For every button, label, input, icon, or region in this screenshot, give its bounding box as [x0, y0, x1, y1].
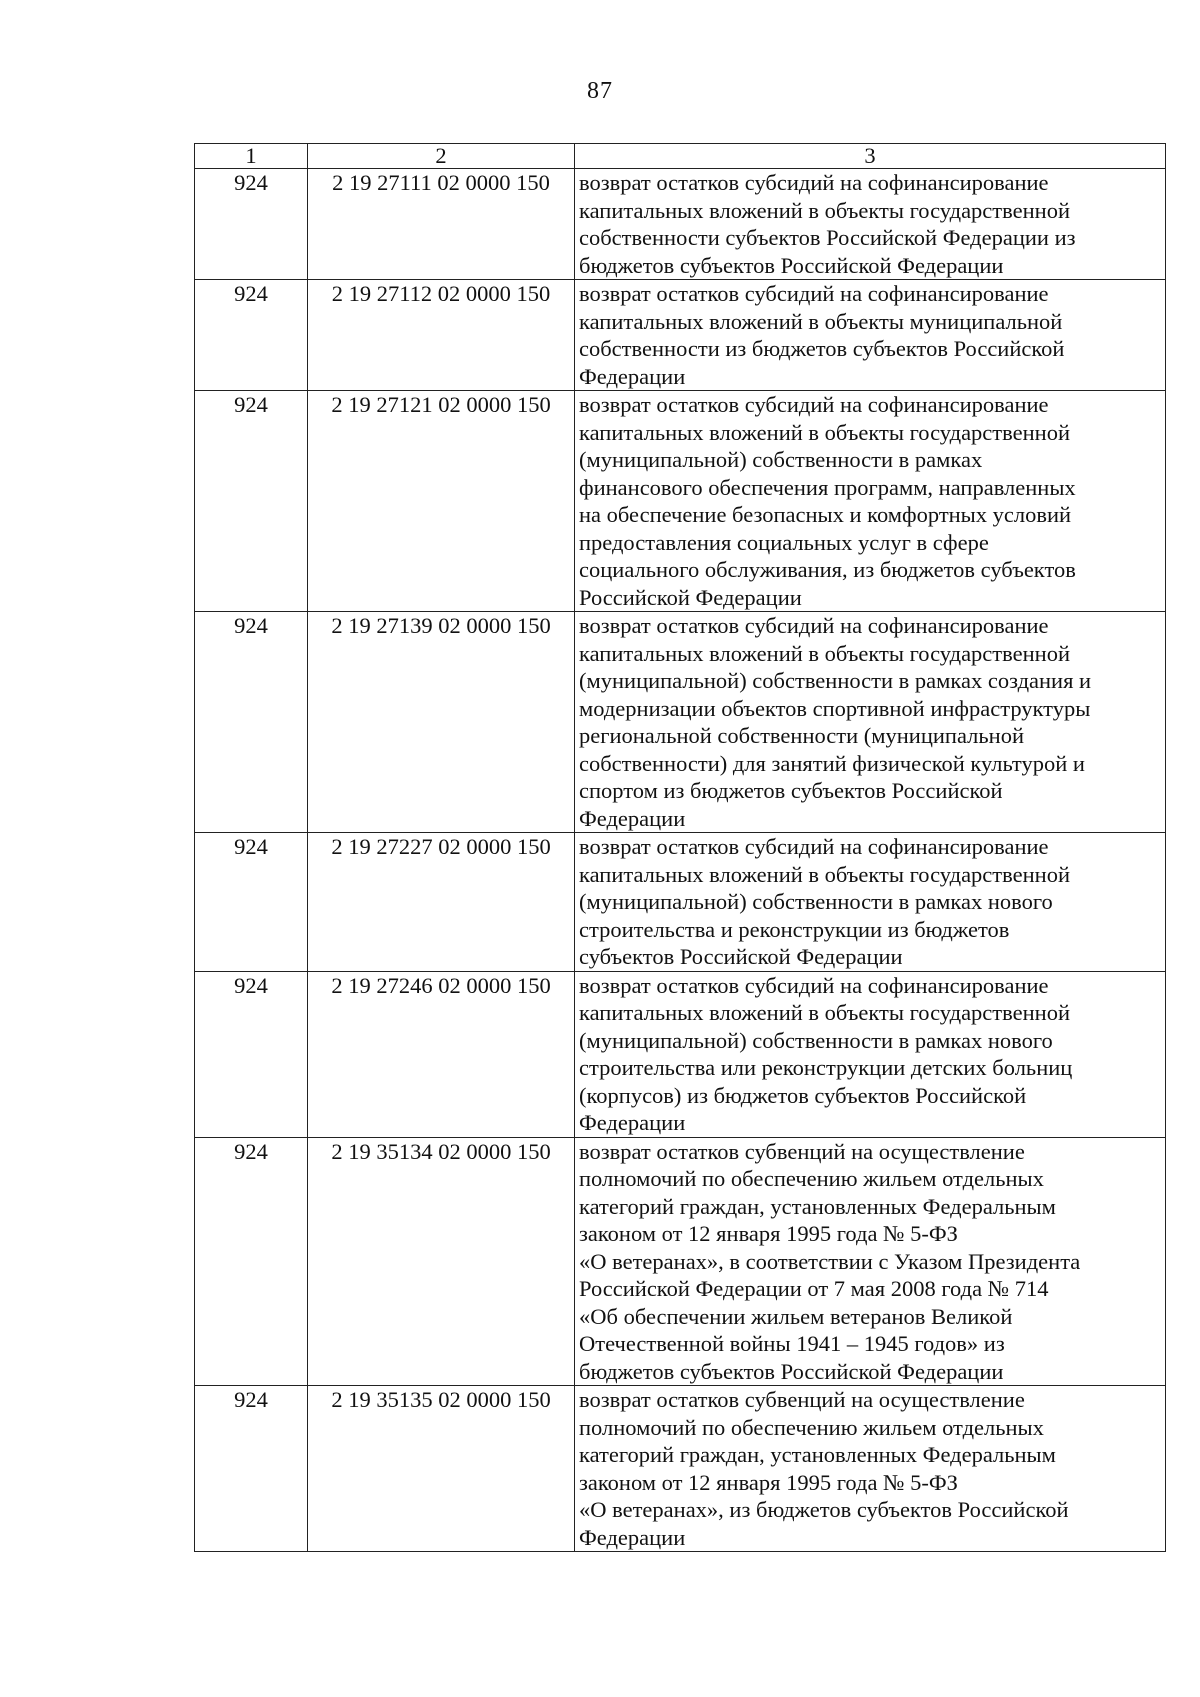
table-row — [195, 169, 1166, 280]
description-line: Федерации — [579, 805, 686, 831]
description-line: законом от 12 января 1995 года № 5-ФЗ — [579, 1469, 958, 1495]
description-line: Федерации — [579, 1110, 686, 1135]
description-line: предоставления социальных услуг в сфере — [579, 529, 989, 555]
table-row — [195, 1137, 1166, 1386]
description-cell — [575, 280, 1166, 391]
table-row — [195, 280, 1166, 391]
budget-code-cell: 2 19 27139 02 0000 150 — [308, 612, 575, 833]
description-line: капитальных вложений в объекты государственной — [579, 197, 1070, 223]
description-line: возврат остатков субвенций на осуществление — [579, 1387, 1025, 1412]
description-line: собственности из бюджетов субъектов Российской — [579, 336, 1065, 361]
budget-code-cell: 2 19 35135 02 0000 150 — [308, 1386, 575, 1552]
description-cell — [575, 971, 1166, 1137]
description-line: Российской Федерации — [579, 584, 802, 610]
description-line: строительства и реконструкции из бюджетов — [579, 916, 1010, 942]
description-line: Российской Федерации от 7 мая 2008 года № 714 — [579, 1276, 1049, 1301]
description-line: капитальных вложений в объекты муниципальной — [579, 308, 1063, 334]
description-line: полномочий по обеспечению жильем отдельных — [579, 1414, 1044, 1440]
table-row — [195, 612, 1166, 833]
description-line: «О ветеранах», в соответствии с Указом Президента — [579, 1248, 1081, 1274]
header-row — [195, 144, 1166, 169]
column-header-1: 1 — [195, 144, 308, 169]
description-line: бюджетов субъектов Российской Федерации — [579, 1358, 1004, 1384]
description-line: «Об обеспечении жильем ветеранов Великой — [579, 1303, 1013, 1329]
table-row — [195, 971, 1166, 1137]
budget-code-cell: 2 19 27111 02 0000 150 — [308, 169, 575, 280]
description-line: Федерации — [579, 1524, 686, 1550]
description-line: капитальных вложений в объекты государственной — [579, 1000, 1070, 1025]
description-line: (муниципальной) собственности в рамках нового — [579, 1027, 1053, 1053]
column-header-3: 3 — [575, 144, 1166, 169]
description-line: возврат остатков субсидий на софинансирование — [579, 972, 1049, 998]
description-line: Федерации — [579, 363, 686, 389]
description-line: на обеспечение безопасных и комфортных условий — [579, 502, 1072, 527]
description-line: финансового обеспечения программ, направленных — [579, 474, 1076, 500]
description-line: бюджетов субъектов Российской Федерации — [579, 252, 1004, 278]
budget-code-cell: 2 19 35134 02 0000 150 — [308, 1137, 575, 1386]
table-row — [195, 1386, 1166, 1552]
description-line: «О ветеранах», из бюджетов субъектов Российской — [579, 1497, 1069, 1522]
description-line: возврат остатков субсидий на софинансирование — [579, 392, 1049, 417]
description-line: Отечественной войны 1941 – 1945 годов» из — [579, 1331, 1005, 1356]
table-header — [195, 144, 1166, 169]
description-line: возврат остатков субвенций на осуществление — [579, 1138, 1025, 1164]
admin-code-cell: 924 — [195, 833, 308, 972]
description-line: возврат остатков субсидий на софинансирование — [579, 613, 1049, 638]
admin-code-cell: 924 — [195, 1386, 308, 1552]
description-line: (муниципальной) собственности в рамках создания и — [579, 668, 1092, 693]
description-line: категорий граждан, установленных Федеральным — [579, 1193, 1056, 1219]
description-cell — [575, 833, 1166, 972]
description-line: социального обслуживания, из бюджетов субъектов — [579, 557, 1076, 582]
description-line: возврат остатков субсидий на софинансирование — [579, 834, 1049, 859]
description-line: возврат остатков субсидий на софинансирование — [579, 281, 1049, 306]
description-line: капитальных вложений в объекты государственной — [579, 640, 1070, 666]
description-line: категорий граждан, установленных Федеральным — [579, 1442, 1056, 1467]
description-line: возврат остатков субсидий на софинансирование — [579, 170, 1049, 195]
description-line: собственности) для занятий физической культурой и — [579, 750, 1085, 776]
description-cell — [575, 1137, 1166, 1386]
description-line: (муниципальной) собственности в рамках — [579, 447, 983, 472]
budget-code-cell: 2 19 27227 02 0000 150 — [308, 833, 575, 972]
admin-code-cell: 924 — [195, 169, 308, 280]
description-line: региональной собственности (муниципальной — [579, 723, 1024, 748]
admin-code-cell: 924 — [195, 391, 308, 612]
admin-code-cell: 924 — [195, 971, 308, 1137]
description-line: законом от 12 января 1995 года № 5-ФЗ — [579, 1221, 958, 1246]
description-line: полномочий по обеспечению жильем отдельных — [579, 1166, 1044, 1191]
budget-code-cell: 2 19 27121 02 0000 150 — [308, 391, 575, 612]
admin-code-cell: 924 — [195, 612, 308, 833]
description-line: капитальных вложений в объекты государственной — [579, 861, 1070, 887]
table-row — [195, 833, 1166, 972]
budget-codes-table — [194, 143, 1166, 1552]
column-header-2: 2 — [308, 144, 575, 169]
description-cell — [575, 1386, 1166, 1552]
page-number: 87 — [587, 78, 613, 104]
description-line: (муниципальной) собственности в рамках нового — [579, 889, 1053, 914]
table-row — [195, 391, 1166, 612]
table-body — [195, 169, 1166, 1552]
budget-code-cell: 2 19 27112 02 0000 150 — [308, 280, 575, 391]
description-line: капитальных вложений в объекты государственной — [579, 419, 1070, 445]
description-line: собственности субъектов Российской Федерации из — [579, 225, 1076, 250]
description-cell — [575, 391, 1166, 612]
description-cell — [575, 612, 1166, 833]
description-line: строительства или реконструкции детских больниц — [579, 1055, 1073, 1080]
admin-code-cell: 924 — [195, 1137, 308, 1386]
budget-code-cell: 2 19 27246 02 0000 150 — [308, 971, 575, 1137]
description-line: (корпусов) из бюджетов субъектов Российской — [579, 1082, 1027, 1108]
description-line: спортом из бюджетов субъектов Российской — [579, 778, 1003, 803]
admin-code-cell: 924 — [195, 280, 308, 391]
description-cell — [575, 169, 1166, 280]
description-line: модернизации объектов спортивной инфраструктуры — [579, 695, 1091, 721]
description-line: субъектов Российской Федерации — [579, 944, 903, 969]
